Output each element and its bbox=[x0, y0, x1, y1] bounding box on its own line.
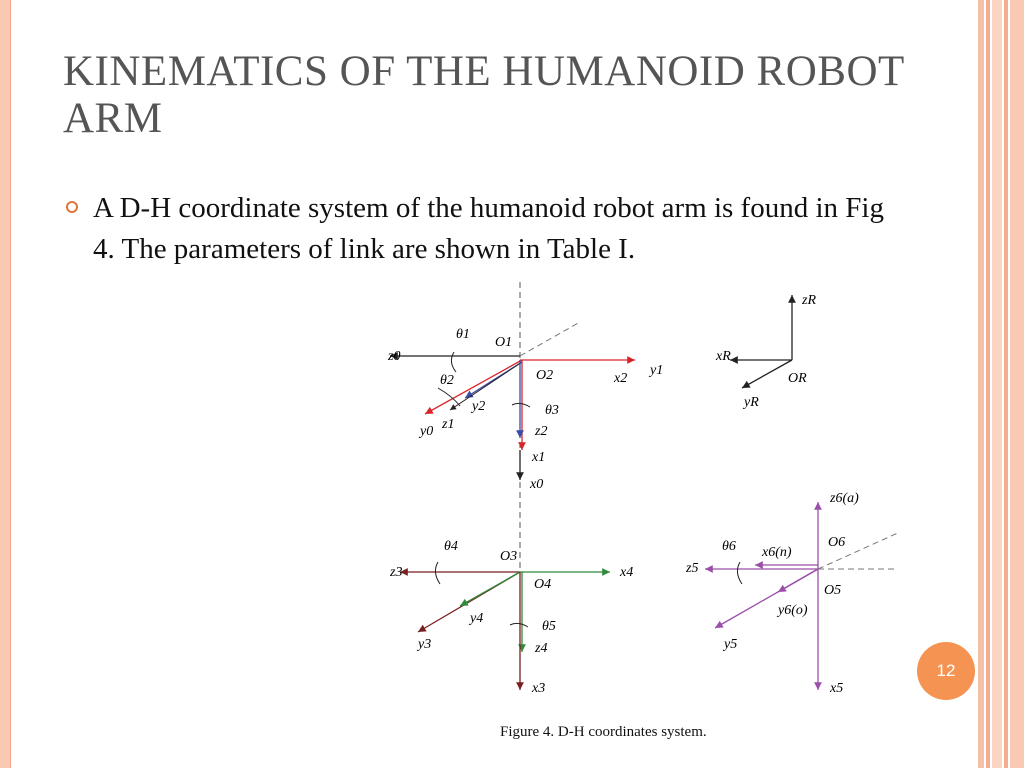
label-theta6: θ6 bbox=[722, 539, 736, 554]
label-x3: x3 bbox=[532, 681, 546, 696]
label-y4: y4 bbox=[470, 611, 484, 626]
label-theta5: θ5 bbox=[542, 619, 556, 634]
label-O2: O2 bbox=[536, 368, 554, 383]
label-z0: z0 bbox=[388, 349, 401, 364]
axis-z1 bbox=[450, 362, 522, 410]
label-x0: x0 bbox=[530, 477, 544, 492]
label-z3: z3 bbox=[390, 565, 403, 580]
label-x2: x2 bbox=[614, 371, 628, 386]
label-x1: x1 bbox=[532, 450, 546, 465]
label-zR: zR bbox=[802, 293, 816, 308]
label-y2: y2 bbox=[472, 399, 486, 414]
label-x4: x4 bbox=[620, 565, 634, 580]
page-number-badge: 12 bbox=[917, 642, 975, 700]
right-decorative-stripes bbox=[978, 0, 1024, 768]
label-x6: x6(n) bbox=[762, 545, 792, 560]
label-O5: O5 bbox=[824, 583, 842, 598]
label-z6: z6(a) bbox=[830, 491, 859, 506]
label-O4: O4 bbox=[534, 577, 552, 592]
bullet-item bbox=[66, 188, 886, 270]
figure-caption: Figure 4. D-H coordinates system. bbox=[500, 724, 707, 740]
label-theta3: θ3 bbox=[545, 403, 559, 418]
dh-diagram bbox=[370, 280, 910, 720]
label-O6: O6 bbox=[828, 535, 846, 550]
axis-y4 bbox=[460, 572, 520, 606]
label-y3: y3 bbox=[418, 637, 432, 652]
bullet-text: A D-H coordinate system of the humanoid robot arm is found in Fig 4. The parameters of link are shown in Table I. bbox=[93, 192, 884, 265]
label-O1: O1 bbox=[495, 335, 513, 350]
label-y0: y0 bbox=[420, 424, 434, 439]
label-y1: y1 bbox=[650, 363, 664, 378]
label-x5: x5 bbox=[830, 681, 844, 696]
label-theta2: θ2 bbox=[440, 373, 454, 388]
theta3-arc bbox=[512, 403, 530, 407]
left-border bbox=[0, 0, 11, 768]
label-y5: y5 bbox=[724, 637, 738, 652]
bullet-circle-icon bbox=[66, 201, 78, 213]
label-O3: O3 bbox=[500, 549, 518, 564]
label-y6: y6(o) bbox=[778, 603, 808, 618]
theta4-arc bbox=[435, 562, 440, 584]
label-z2: z2 bbox=[535, 424, 548, 439]
label-theta1: θ1 bbox=[456, 327, 470, 342]
label-z4: z4 bbox=[535, 641, 548, 656]
label-theta4: θ4 bbox=[444, 539, 458, 554]
theta6-arc bbox=[737, 562, 742, 584]
theta5-arc bbox=[510, 623, 528, 627]
label-z5: z5 bbox=[686, 561, 699, 576]
label-z1: z1 bbox=[442, 417, 455, 432]
theta1-arc bbox=[451, 352, 456, 372]
label-yR: yR bbox=[744, 395, 759, 410]
slide-title: KINEMATICS OF THE HUMANOID ROBOT ARM bbox=[63, 48, 904, 142]
diag-dashed-axis bbox=[520, 322, 580, 356]
dh-coordinate-figure bbox=[370, 280, 910, 725]
axis-yR bbox=[742, 360, 792, 388]
axis-y6 bbox=[778, 569, 818, 592]
label-OR: OR bbox=[788, 371, 807, 386]
label-xR: xR bbox=[716, 349, 731, 364]
